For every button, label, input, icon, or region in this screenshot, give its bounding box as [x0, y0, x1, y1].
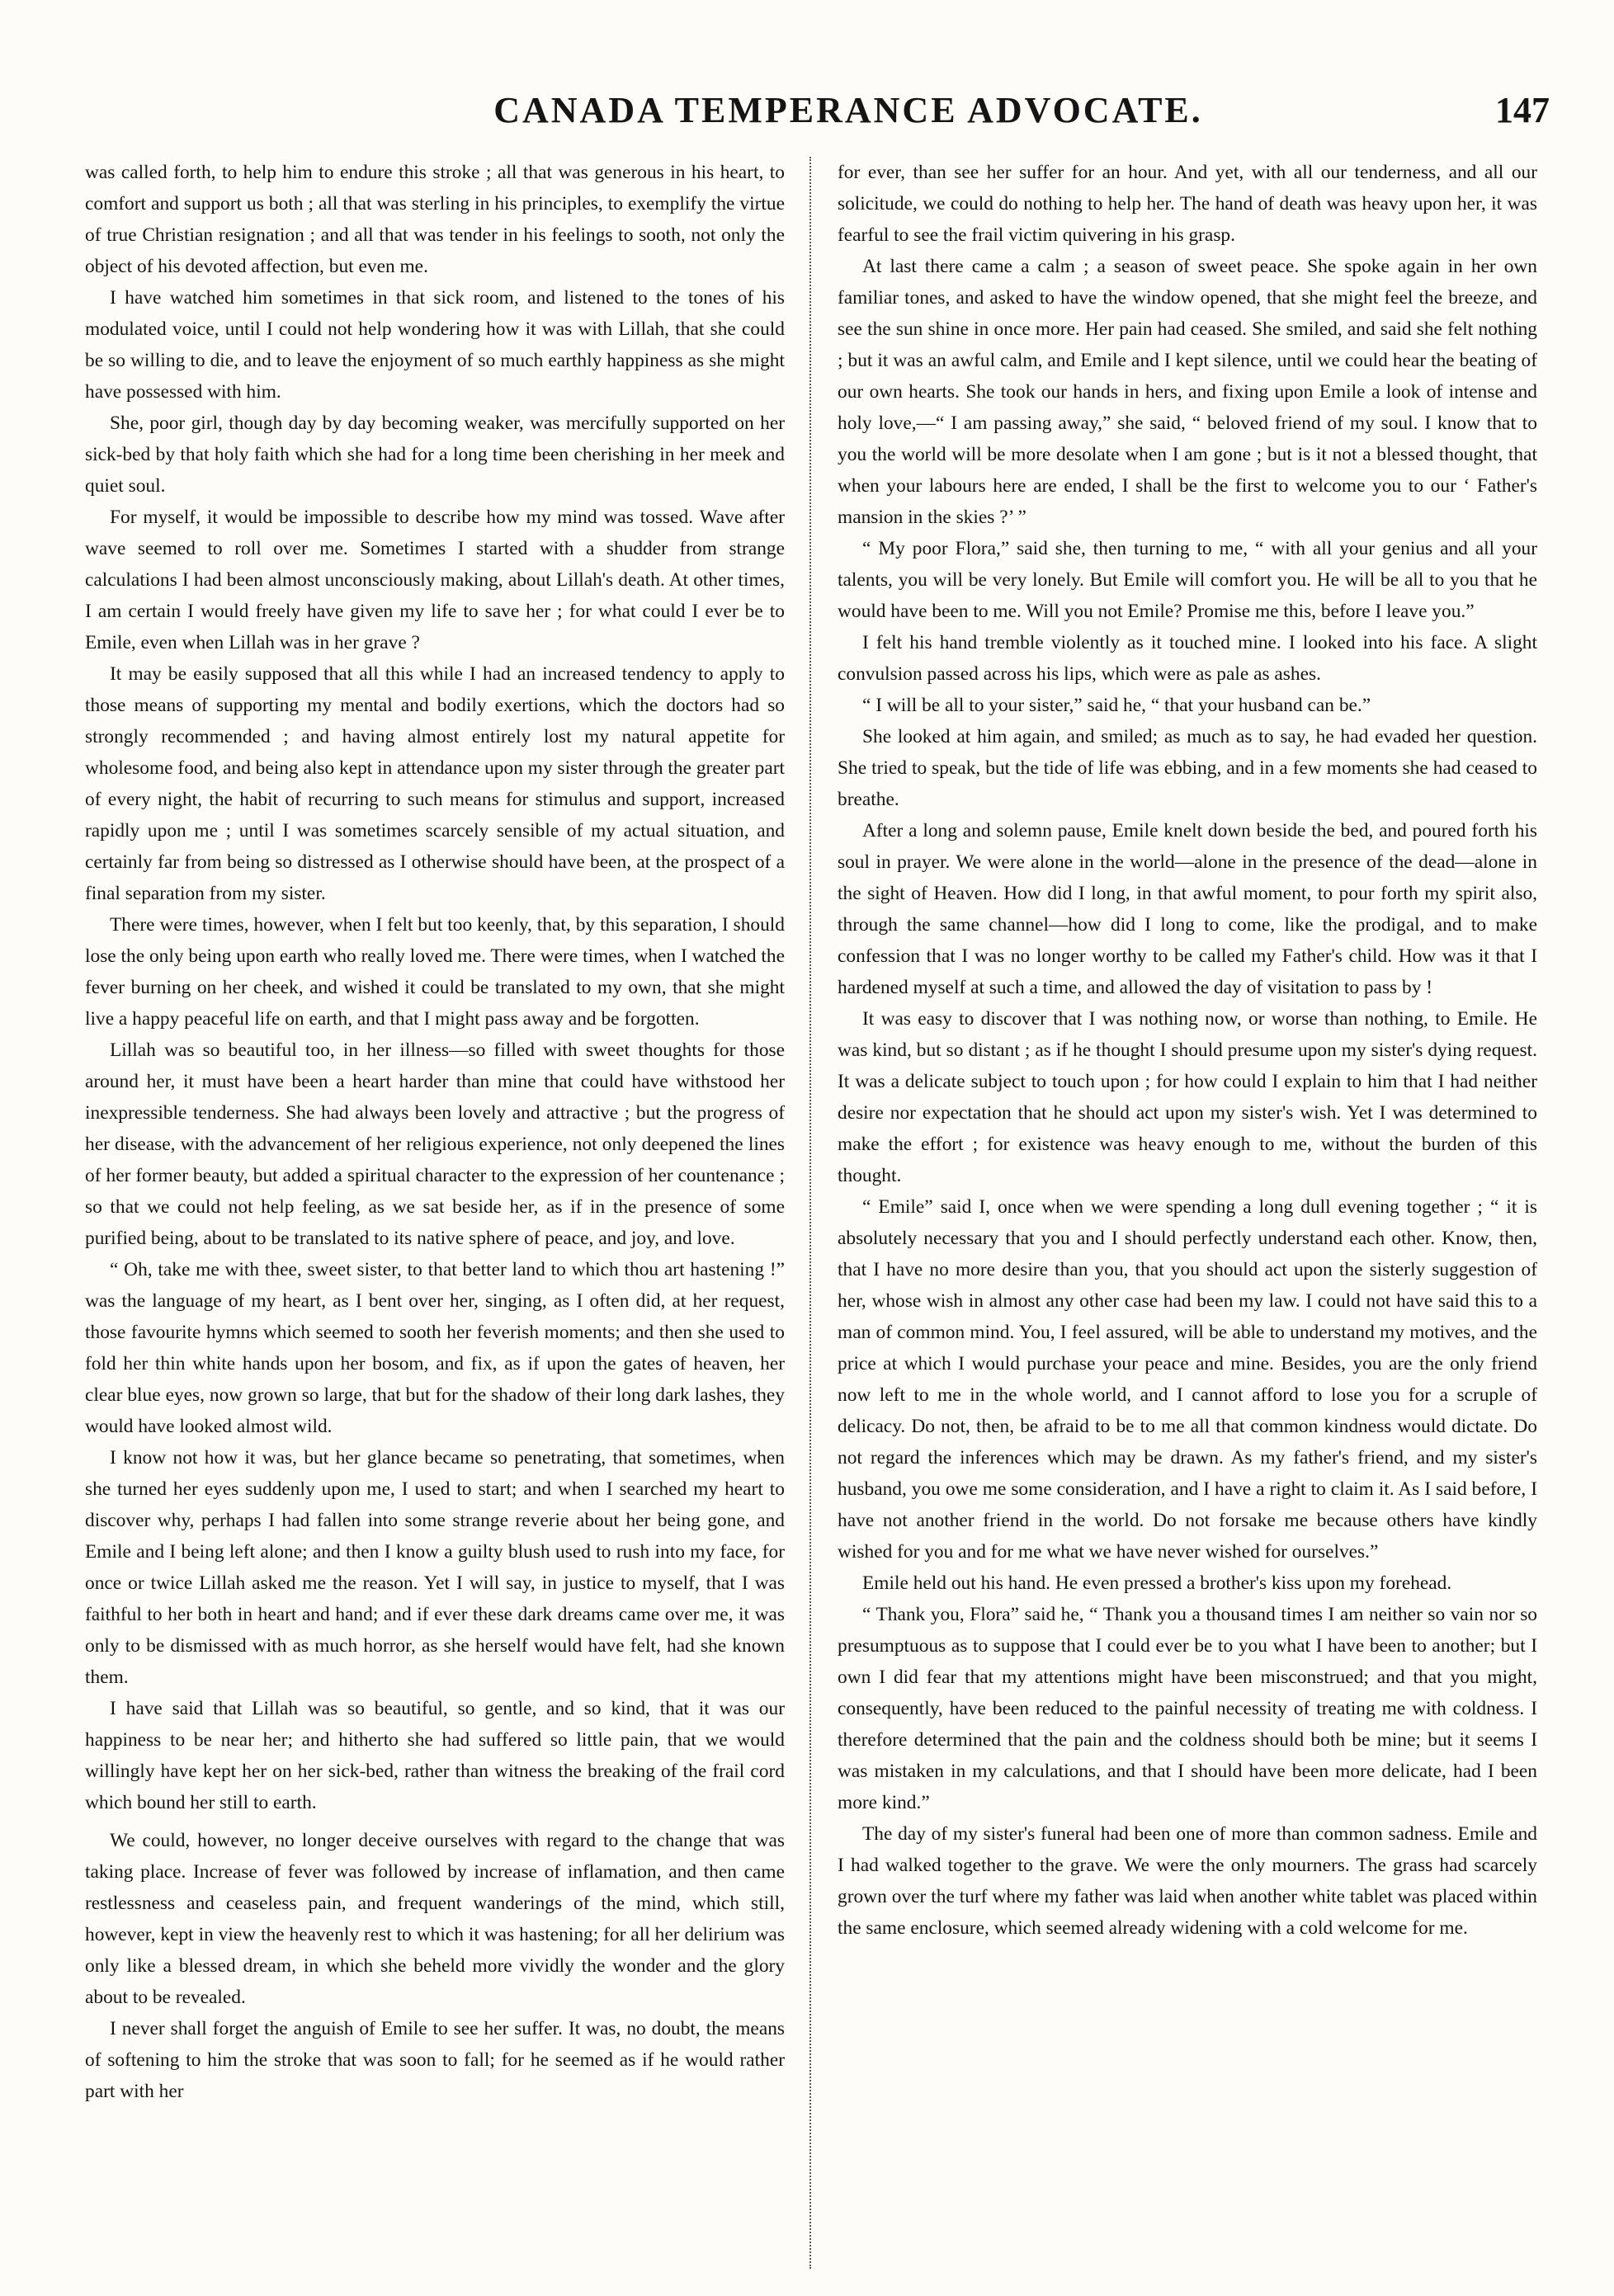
paragraph: For myself, it would be impossible to describe how my mind was tossed. Wave after wave seemed to roll over me. Sometimes I started with a shudder from strange calculations I had been almost unconsciously making, about Lillah's death. At other times, I am certain I would freely have given my life to save her ; for what could I ever be to Emile, even when Lillah was in her grave ?	[85, 507, 785, 653]
paragraph: I never shall forget the anguish of Emile to see her suffer. It was, no doubt, the means of softening to him the stroke that was soon to fall; for he seemed as if he would rather part with her	[85, 2018, 785, 2102]
paragraph: “ I will be all to your sister,” said he, “ that your husband can be.”	[862, 695, 1371, 716]
paragraph: “ Thank you, Flora” said he, “ Thank you a thousand times I am neither so vain nor so presumptuous as to suppose that I could ever be to you what I have been to another; but I own I did fear that my attentions might have been misconstrued; and that you might, consequently, have been reduced to the painful necessity of treating me with coldness. I therefore determined that the pain and the coldness should both be mine; but it seems I was mistaken in my calculations, and that I should have been more delicate, had I been more kind.”	[838, 1604, 1537, 1813]
paragraph: She looked at him again, and smiled; as much as to say, he had evaded her question. She tried to speak, but the tide of life was ebbing, and in a few moments she had ceased to breathe.	[838, 726, 1537, 810]
paragraph: At last there came a calm ; a season of sweet peace. She spoke again in her own familiar tones, and asked to have the window opened, that she might feel the breeze, and see the sun shine in once more. Her pain had ceased. She smiled, and said she felt nothing ; but it was an awful calm, and Emile and I kept silence, until we could hear the beating of our own hearts. She took our hands in hers, and fixing upon Emile a look of intense and holy love,—“ I am passing away,” she said, “ beloved friend of my soul. I know that to you the world will be more desolate when I am gone ; but is it not a blessed thought, that when your labours here are ended, I shall be the first to welcome you to our ‘ Father's mansion in the skies ?’ ”	[838, 256, 1537, 528]
paragraph: was called forth, to help him to endure this stroke ; all that was generous in his heart, to comfort and support us both ; all that was sterling in his principles, to exemplify the virtue of true Christian resignation ; and all that was tender in his feelings to sooth, not only the object of his devoted affection, but even me.	[85, 162, 785, 277]
paragraph: I have watched him sometimes in that sick room, and listened to the tones of his modulated voice, until I could not help wondering how it was with Lillah, that she could be so willing to die, and to leave the enjoyment of so much earthly happiness as she might have possessed with him.	[85, 287, 785, 403]
paragraph: I know not how it was, but her glance became so penetrating, that sometimes, when she turned her eyes suddenly upon me, I used to start; and when I searched my heart to discover why, perhaps I had fallen into some strange reverie about her being gone, and Emile and I being left alone; and then I know a guilty blush used to rush into my face, for once or twice Lillah asked me the reason. Yet I will say, in justice to myself, that I was faithful to her both in heart and hand; and if ever these dark dreams came over me, it was only to be dismissed with as much horror, as she herself would have felt, had she known them.	[85, 1447, 785, 1688]
paragraph: I felt his hand tremble violently as it touched mine. I looked into his face. A slight convulsion passed across his lips, which were as pale as ashes.	[838, 632, 1537, 685]
paragraph: We could, however, no longer deceive ourselves with regard to the change that was taking place. Increase of fever was followed by increase of inflamation, and then came restlessness and ceaseless pain, and frequent wanderings of the mind, which still, however, kept in view the heavenly rest to which it was hastening; for all her delirium was only like a blessed dream, in which she beheld more vividly the wonder and the glory about to be revealed.	[85, 1830, 785, 2008]
paragraph: It was easy to discover that I was nothing now, or worse than nothing, to Emile. He was kind, but so distant ; as if he thought I should presume upon my sister's dying request. It was a delicate subject to touch upon ; for how could I explain to him that I had neither desire nor expectation that he should act upon my sister's wish. Yet I was determined to make the effort ; for existence was heavy enough to me, without the burden of this thought.	[838, 1008, 1537, 1186]
paragraph: “ Oh, take me with thee, sweet sister, to that better land to which thou art hastening !” was the language of my heart, as I bent over her, singing, as I often did, at her request, those favourite hymns which seemed to sooth her feverish moments; and then she used to fold her thin white hands upon her bosom, and fix, as if upon the gates of heaven, her clear blue eyes, now grown so large, that but for the shadow of their long dark lashes, they would have looked almost wild.	[85, 1259, 785, 1437]
paragraph: There were times, however, when I felt but too keenly, that, by this separation, I should lose the only being upon earth who really loved me. There were times, when I watched the fever burning on her cheek, and wished it could be translated to my own, that she might live a happy peaceful life on earth, and that I might pass away and be forgotten.	[85, 914, 785, 1030]
paragraph: “ Emile” said I, once when we were spending a long dull evening together ; “ it is absolutely necessary that you and I should perfectly understand each other. Know, then, that I have no more desire than you, that you should act upon the sisterly suggestion of her, whose wish in almost any other case had been my law. I could not have said this to a man of common mind. You, I feel assured, will be able to understand my motives, and the price at which I would purchase your peace and mine. Besides, you are the only friend now left to me in the whole world, and I cannot afford to lose you for a scruple of delicacy. Do not, then, be afraid to be to me all that common kindness would dictate. Do not regard the inferences which may be drawn. As my father's friend, and my sister's husband, you owe me some consideration, and I have a right to claim it. As I said before, I have not another friend in the world. Do not forsake me because others have kindly wished for you and for me what we have never wished for ourselves.”	[838, 1196, 1537, 1563]
text-columns	[85, 157, 1537, 2269]
page-number: 147	[1495, 90, 1550, 130]
right-column	[838, 157, 1537, 2269]
left-column	[85, 157, 785, 2269]
paragraph: for ever, than see her suffer for an hour. And yet, with all our tenderness, and all our solicitude, we could do nothing to help her. The hand of death was heavy upon her, it was fearful to see the frail victim quivering in his grasp.	[838, 162, 1537, 246]
paragraph: It may be easily supposed that all this while I had an increased tendency to apply to those means of supporting my mental and bodily exertions, which the doctors had so strongly recommended ; and having almost entirely lost my natural appetite for wholesome food, and being also kept in attendance upon my sister through the greater part of every night, the habit of recurring to such means for stimulus and support, increased rapidly upon me ; until I was sometimes scarcely sensible of my actual situation, and certainly far from being so distressed as I otherwise should have been, at the prospect of a final separation from my sister.	[85, 663, 785, 904]
paragraph: “ My poor Flora,” said she, then turning to me, “ with all your genius and all your talents, you will be very lonely. But Emile will comfort you. He will be all to you that he would have been to me. Will you not Emile? Promise me this, before I leave you.”	[838, 538, 1537, 622]
running-title: CANADA TEMPERANCE ADVOCATE.	[493, 90, 1203, 130]
column-divider	[809, 157, 811, 2269]
paragraph: Emile held out his hand. He even pressed a brother's kiss upon my forehead.	[862, 1572, 1452, 1594]
paragraph: Lillah was so beautiful too, in her illness—so filled with sweet thoughts for those around her, it must have been a heart harder than mine that could have withstood her inexpressible tenderness. She had always been lovely and attractive ; but the progress of her disease, with the advancement of her religious experience, not only deepened the lines of her former beauty, but added a spiritual character to the expression of her countenance ; so that we could not help feeling, as we sat beside her, as if in the presence of some purified being, about to be translated to its native sphere of peace, and joy, and love.	[85, 1040, 785, 1249]
paragraph: I have said that Lillah was so beautiful, so gentle, and so kind, that it was our happiness to be near her; and hitherto she had suffered so little pain, that we would willingly have kept her on her sick-bed, rather than witness the breaking of the frail cord which bound her still to earth.	[85, 1698, 785, 1813]
paragraph: After a long and solemn pause, Emile knelt down beside the bed, and poured forth his soul in prayer. We were alone in the world—alone in the presence of the dead—alone in the sight of Heaven. How did I long, in that awful moment, to pour forth my spirit also, through the same channel—how did I long to come, like the prodigal, and to make confession that I was no longer worthy to be called my Father's child. How was it that I hardened myself at such a time, and allowed the day of visitation to pass by !	[838, 820, 1537, 998]
paragraph: The day of my sister's funeral had been one of more than common sadness. Emile and I had walked together to the grave. We were the only mourners. The grass had scarcely grown over the turf where my father was laid when another white tablet was placed within the same enclosure, which seemed already widening with a cold welcome for me.	[838, 1823, 1537, 1939]
running-head	[147, 83, 1550, 132]
paragraph: She, poor girl, though day by day becoming weaker, was mercifully supported on her sick-bed by that holy faith which she had for a long time been cherishing in her meek and quiet soul.	[85, 413, 785, 497]
